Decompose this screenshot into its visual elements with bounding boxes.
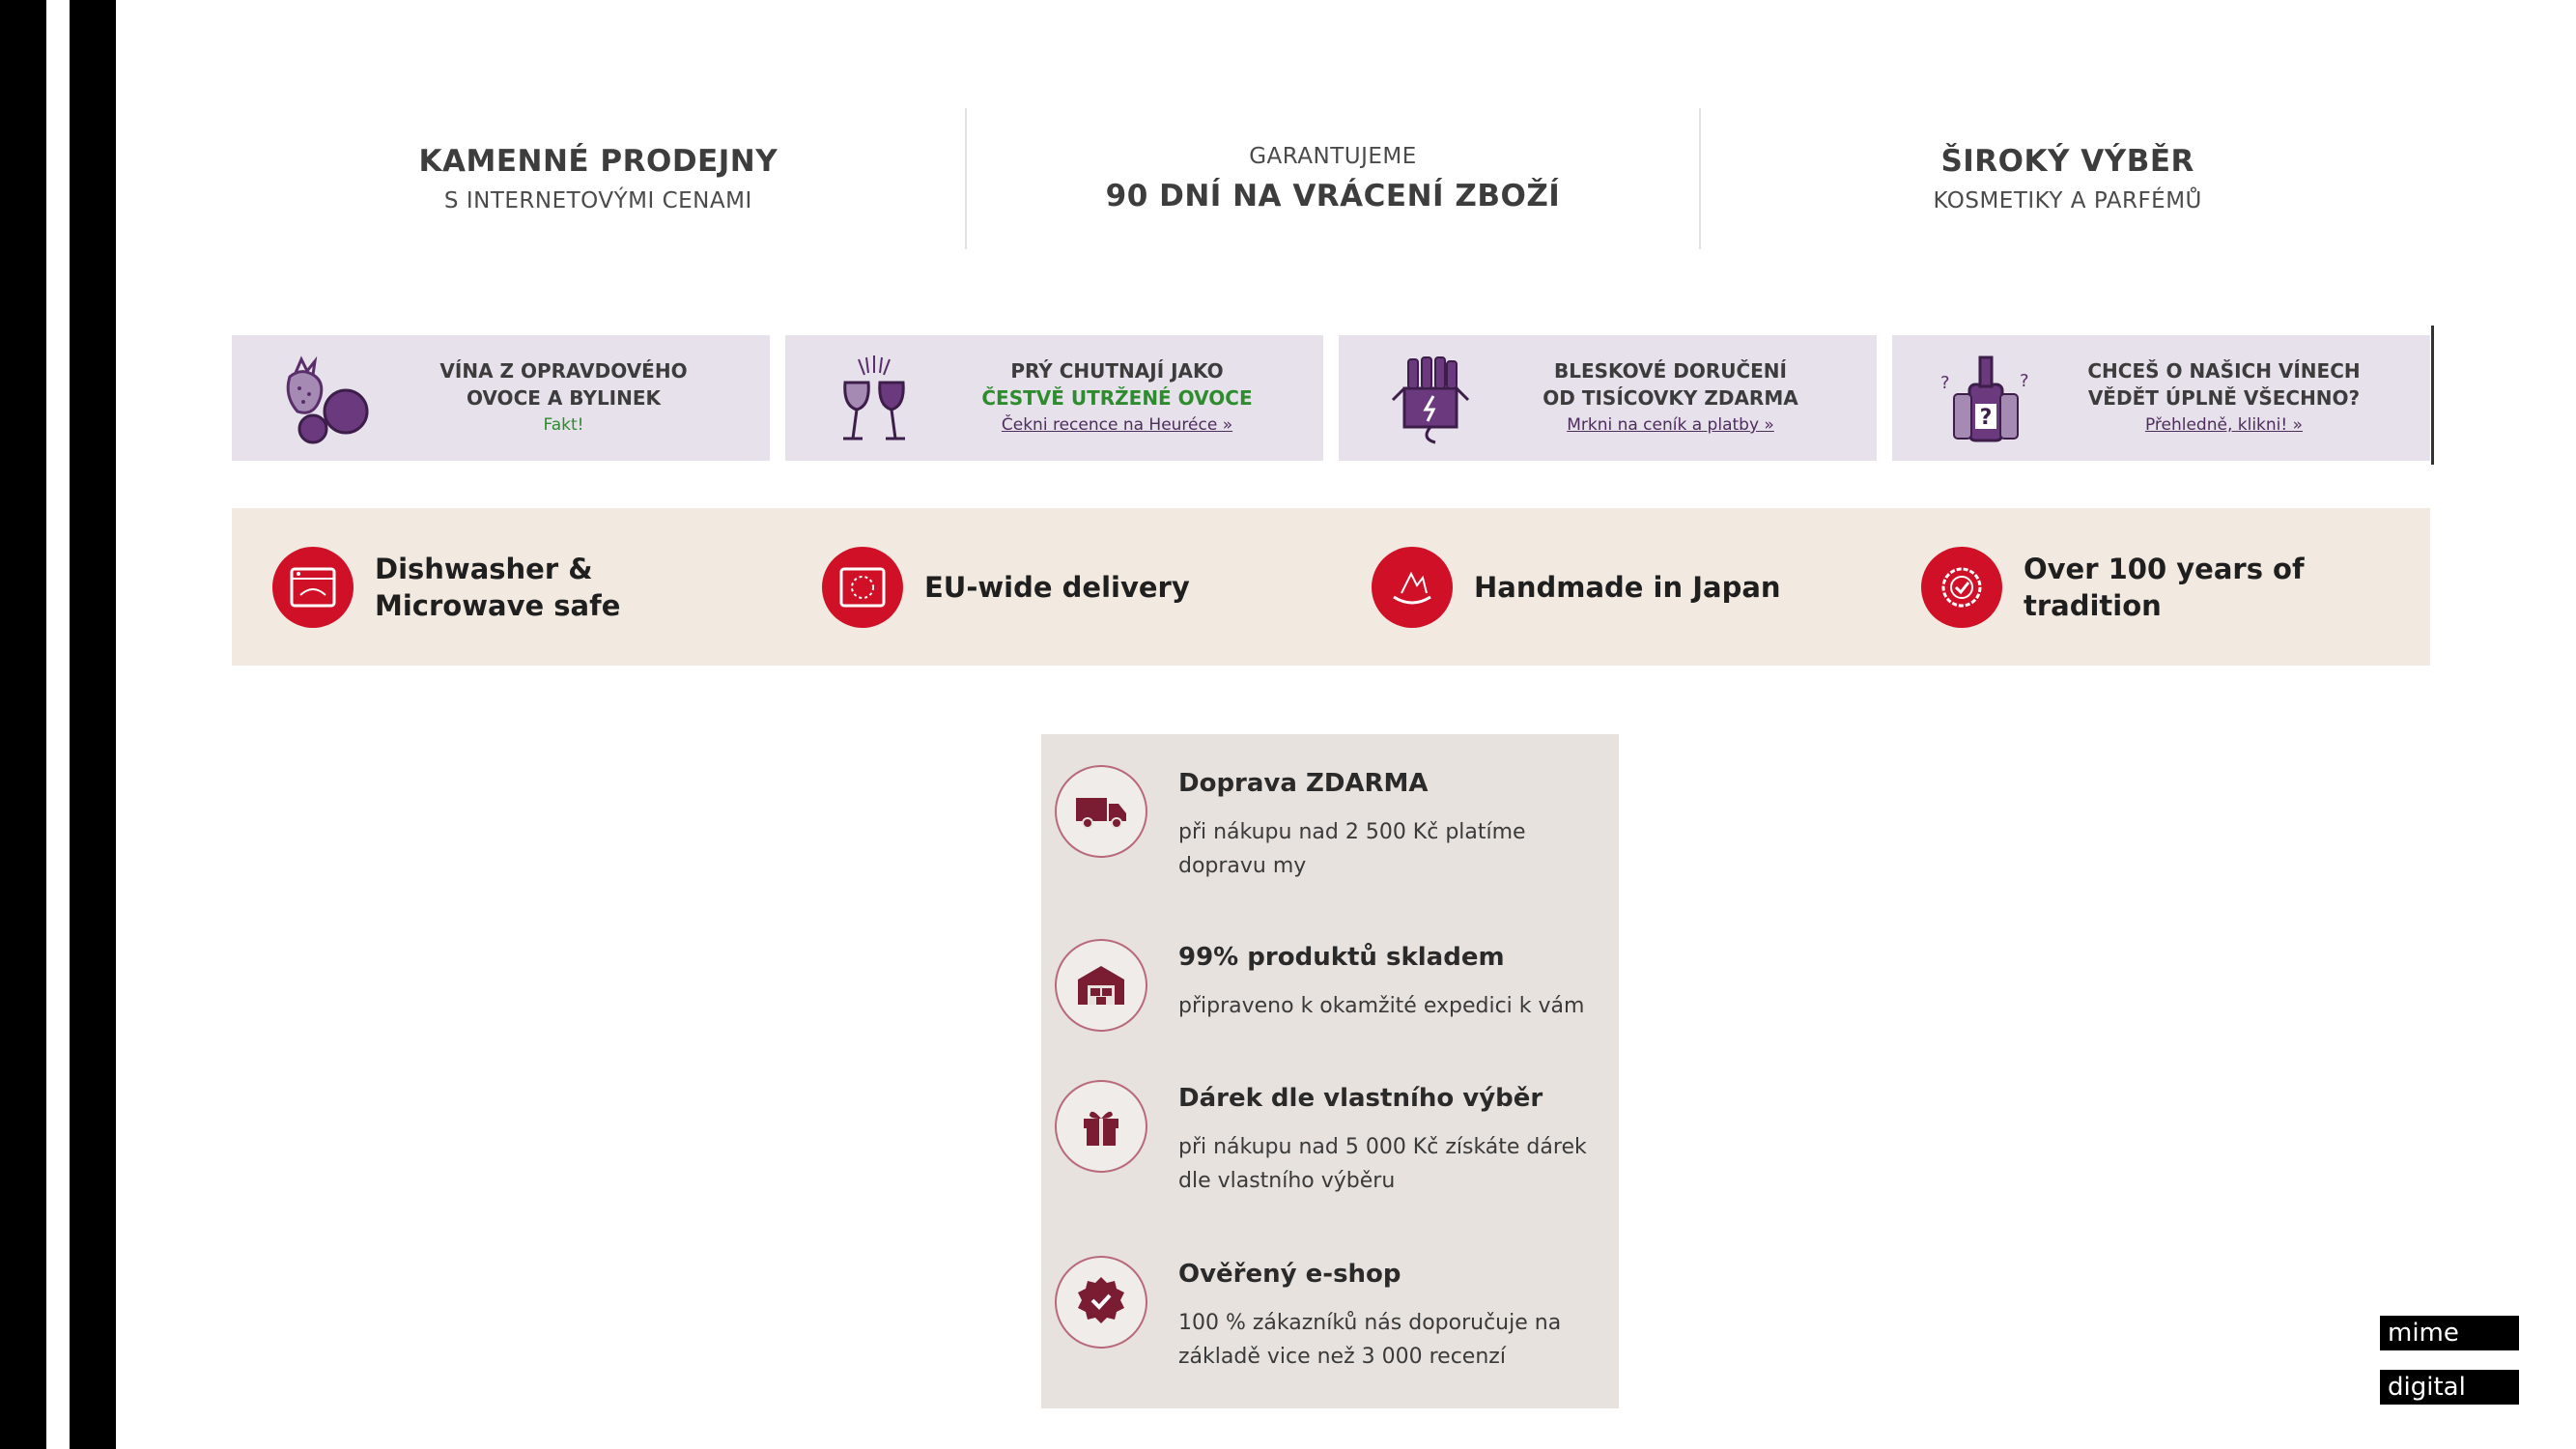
card4-line2: VĚDĚT ÚPLNĚ VŠECHNO? (2087, 386, 2361, 410)
card-edge-line (2431, 326, 2434, 465)
selection-title: ŠIROKÝ VÝBĚR (1940, 144, 2194, 179)
warehouse-icon (1055, 939, 1147, 1032)
svg-text:?: ? (1979, 406, 1993, 430)
service-shipping-text: při nákupu nad 2 500 Kč platíme dopravu my (1178, 820, 1526, 878)
service-stock-text: připraveno k okamžité expedici k vám (1178, 994, 1585, 1018)
feature-tradition (1881, 547, 2430, 628)
wine-card-fruit[interactable] (232, 335, 770, 461)
wine-bottles-question-icon (1931, 350, 2037, 446)
left-black-bar-2 (70, 0, 116, 1449)
card3-line1: BLESKOVÉ DORUČENÍ (1554, 359, 1787, 383)
card1-line2: OVOCE A BYLINEK (466, 386, 662, 410)
card3-link[interactable]: Mrkni na ceník a platby » (1567, 415, 1774, 435)
stores-subtitle: S INTERNETOVÝMI CENAMI (443, 188, 752, 213)
card1-link[interactable]: Fakt! (543, 415, 584, 435)
service-verified-text: 100 % zákazníků nás doporučuje na základě vice než 3 000 recenzí (1178, 1311, 1562, 1369)
selection-block[interactable] (1701, 108, 2434, 249)
returns-block[interactable] (967, 108, 1700, 249)
feature-dishwasher-line1: Dishwasher & (375, 552, 593, 585)
feature-tradition-label: Over 100 years of tradition (2024, 552, 2305, 622)
wine-cards (232, 335, 2430, 461)
wine-box-icon (1377, 350, 1484, 446)
svg-text:?: ? (1940, 373, 1950, 393)
wine-card-delivery[interactable] (1339, 335, 1877, 461)
feature-handmade-label: Handmade in Japan (1474, 570, 1781, 604)
brand-logo-line1: mime (2380, 1316, 2519, 1350)
feature-strip (232, 508, 2430, 666)
card4-link[interactable]: Přehledně, klikni! » (2144, 415, 2304, 435)
left-black-bar (0, 0, 46, 1449)
benefits-banner (232, 108, 2434, 249)
gift-icon (1055, 1080, 1147, 1173)
feature-dishwasher (232, 547, 781, 628)
service-verified-title: Ověřený e-shop (1178, 1260, 1401, 1289)
services-panel (1041, 734, 1619, 1408)
feature-handmade (1331, 547, 1881, 628)
service-stock-title: 99% produktů skladem (1178, 943, 1505, 972)
svg-text:?: ? (2020, 371, 2029, 391)
card2-link[interactable]: Čekni recence na Heuréce » (1001, 415, 1233, 435)
tradition-seal-icon (1921, 547, 2002, 628)
wine-glasses-icon (824, 350, 930, 446)
eu-delivery-icon (822, 547, 903, 628)
card3-line2: OD TISÍCOVKY ZDARMA (1543, 386, 1798, 410)
feature-delivery-label: EU-wide delivery (924, 570, 1190, 604)
truck-icon (1055, 765, 1147, 858)
wine-card-reviews[interactable] (785, 335, 1323, 461)
dishwasher-icon (272, 547, 354, 628)
returns-top: GARANTUJEME (1249, 144, 1417, 169)
feature-delivery (781, 547, 1331, 628)
card1-line1: VÍNA Z OPRAVDOVÉHO (439, 359, 688, 383)
fruit-icon (270, 350, 377, 446)
handmade-icon (1372, 547, 1453, 628)
feature-dishwasher-line2: Microwave safe (375, 588, 621, 622)
brand-logo-line2: digital (2380, 1370, 2519, 1405)
returns-title: 90 DNÍ NA VRÁCENÍ ZBOŽÍ (1105, 179, 1561, 213)
card2-line1: PRÝ CHUTNAJÍ JAKO (1010, 359, 1224, 383)
verified-badge-icon (1055, 1256, 1147, 1349)
card2-line2: ČESTVĚ UTRŽENÉ OVOCE (981, 386, 1253, 410)
stores-block[interactable] (232, 108, 965, 249)
card4-line1: CHCEŠ O NAŠICH VÍNECH (2087, 359, 2361, 383)
service-gift-title: Dárek dle vlastního výběr (1178, 1084, 1543, 1113)
wine-card-info[interactable] (1892, 335, 2430, 461)
service-gift-text: při nákupu nad 5 000 Kč získáte dárek dle vlastního výběru (1178, 1135, 1587, 1193)
stores-title: KAMENNÉ PRODEJNY (418, 144, 778, 179)
selection-subtitle: KOSMETIKY A PARFÉMŮ (1933, 188, 2202, 213)
service-shipping-title: Doprava ZDARMA (1178, 769, 1429, 798)
